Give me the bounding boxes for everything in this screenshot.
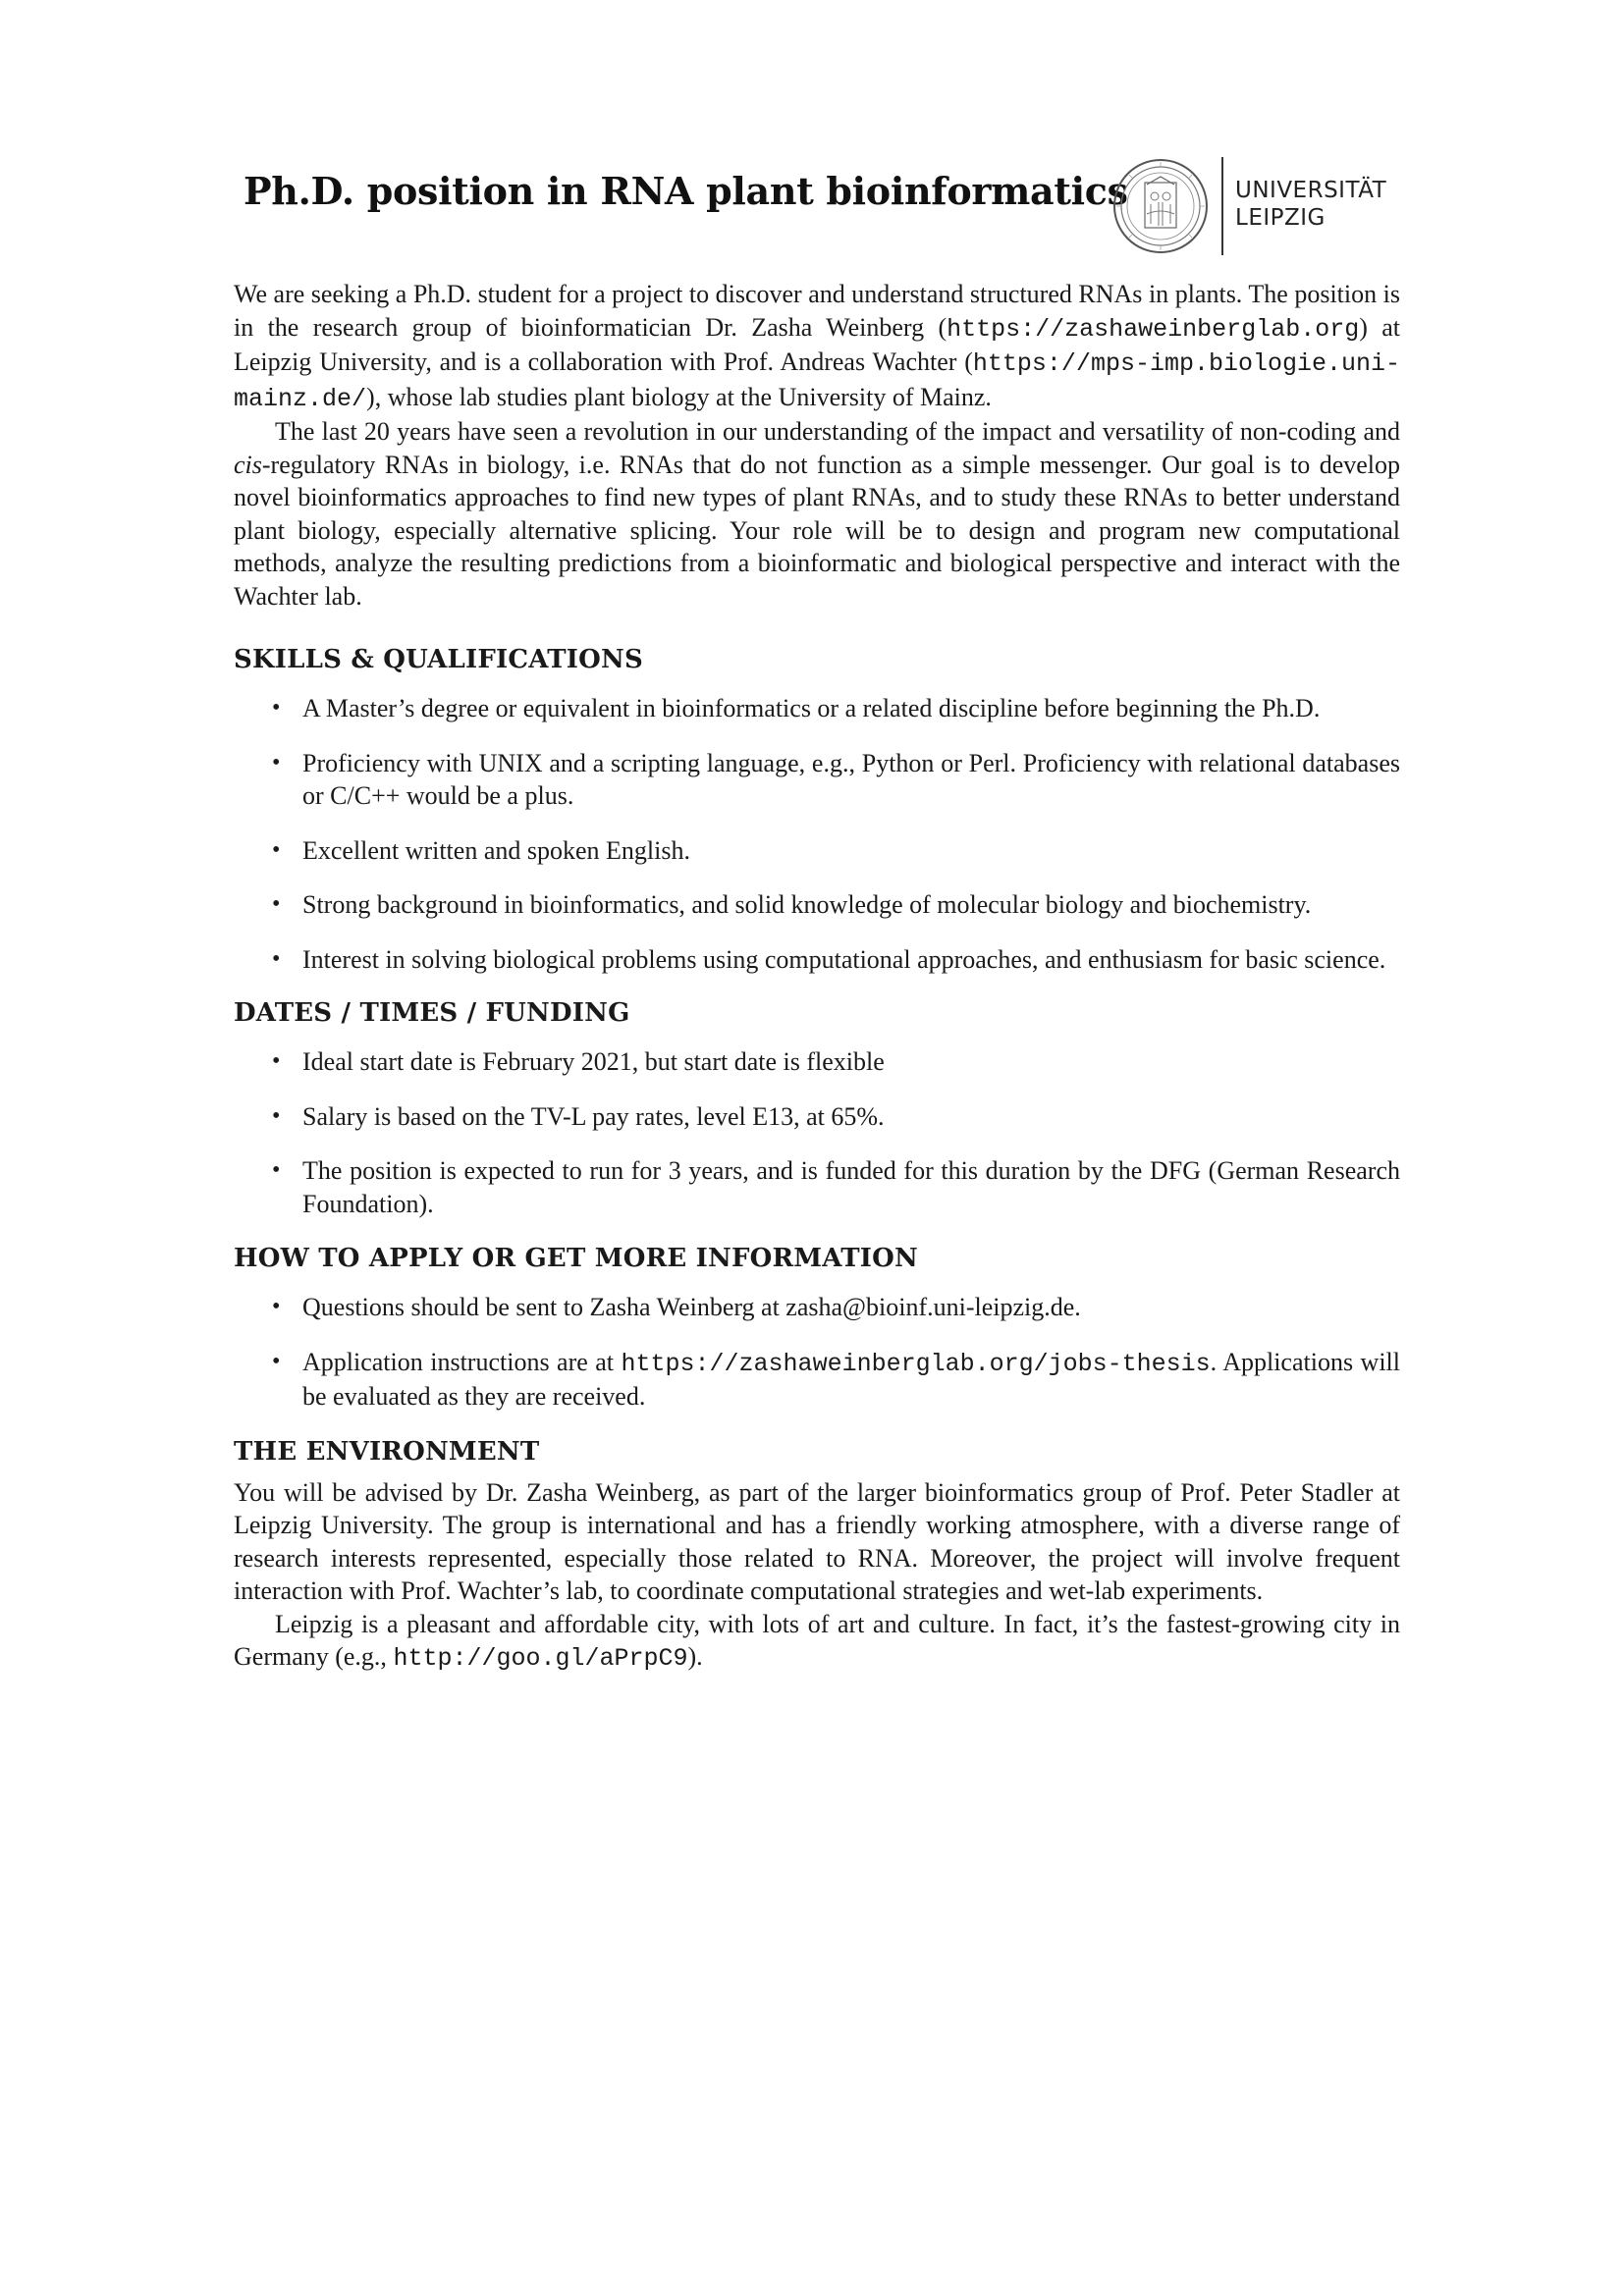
logo-line-1: UNIVERSITÄT [1235, 178, 1387, 203]
environment-paragraph-2 [234, 1608, 1400, 1676]
jobs-thesis-link[interactable]: https://zashaweinberglab.org/jobs-thesis [621, 1349, 1211, 1378]
intro-text: ) at Leipzig University, and is a collaboration with Prof. Andreas Wachter ( [234, 312, 1400, 376]
intro-paragraph-1 [234, 278, 1400, 415]
intro-text: ), whose lab studies plant biology at the University of Mainz. [366, 382, 992, 411]
list-item: • Proficiency with UNIX and a scripting language, e.g., Python or Perl. Proficiency with relational databases or C/C++ would be a plus. [234, 747, 1400, 813]
section-heading-apply: HOW TO APPLY OR GET MORE INFORMATION [234, 1244, 918, 1273]
page-title: Ph.D. position in RNA plant bioinformatics [244, 169, 1128, 213]
environment-paragraph-1: You will be advised by Dr. Zasha Weinberg, as part of the larger bioinformatics group of Prof. Peter Stadler at Leipzig University. The group is international and has a friendly working atmosphere, with a diverse range of research interests represented, especially those related to RNA. Moreover, the project will involve frequent interaction with Prof. Wachter’s lab, to coordinate computational strategies and wet-lab experiments. [234, 1477, 1400, 1605]
intro-text: The last 20 years have seen a revolution in our understanding of the impact and versatility of non-coding and [275, 417, 1400, 446]
dates-list [234, 1045, 1400, 1220]
intro-text: We are seeking a Ph.D. student for a project to discover and understand structured RNAs in plants. The position is in the research group of bioinformatician Dr. Zasha Weinberg ( [234, 280, 1400, 342]
section-heading-dates: DATES / TIMES / FUNDING [234, 998, 630, 1028]
list-item [234, 1346, 1400, 1414]
logo-divider [1221, 157, 1223, 255]
apply-text: Application instructions are at [302, 1347, 622, 1376]
section-heading-skills: SKILLS & QUALIFICATIONS [234, 645, 643, 674]
list-item: • Ideal start date is February 2021, but start date is flexible [234, 1045, 1400, 1079]
apply-text: . Applications will be evaluated as they are received. [302, 1347, 1400, 1411]
intro-paragraph-2 [234, 415, 1400, 613]
list-item: • Questions should be sent to Zasha Weinberg at zasha@bioinf.uni-leipzig.de. [234, 1291, 1400, 1324]
logo-wordmark [1235, 177, 1386, 232]
list-item: • Excellent written and spoken English. [234, 834, 1400, 868]
section-heading-environment: THE ENVIRONMENT [234, 1436, 540, 1467]
lab-website-link[interactable]: https://zashaweinberglab.org [947, 314, 1360, 344]
logo-line-2: LEIPZIG [1235, 205, 1326, 231]
list-item: • The position is expected to run for 3 years, and is funded for this duration by the DFG (German Research Foundation). [234, 1154, 1400, 1220]
list-item: • Strong background in bioinformatics, and solid knowledge of molecular biology and biochemistry. [234, 888, 1400, 922]
environment-text: Leipzig is a pleasant and affordable city, with lots of art and culture. In fact, it’s the fastest-growing city in Germany (e.g., [234, 1609, 1400, 1671]
document-body [234, 278, 1400, 1676]
mainz-website-link[interactable]: https://mps-imp.biologie.uni-mainz.de/ [234, 349, 1400, 413]
leipzig-growth-link[interactable]: http://goo.gl/aPrpC9 [393, 1644, 688, 1673]
list-item: • Salary is based on the TV-L pay rates, level E13, at 65%. [234, 1100, 1400, 1134]
intro-text: -regulatory RNAs in biology, i.e. RNAs that do not function as a simple messenger. Our goal is to develop novel bioinformatics approaches to find new types of plant RNAs, and to study these RNAs to better understand plant biology, especially alternative splicing. Your role will be to design and program new computational methods, analyze the resulting predictions from a bioinformatic and biological perspective and interact with the Wachter lab. [234, 450, 1400, 611]
skills-list [234, 692, 1400, 976]
university-seal-icon [1111, 155, 1210, 257]
environment-text: ). [687, 1642, 703, 1671]
list-item: • Interest in solving biological problems using computational approaches, and enthusiasm for basic science. [234, 943, 1400, 977]
list-item: • A Master’s degree or equivalent in bioinformatics or a related discipline before beginning the Ph.D. [234, 692, 1400, 725]
italic-term: cis [234, 450, 262, 479]
apply-list [234, 1291, 1400, 1414]
